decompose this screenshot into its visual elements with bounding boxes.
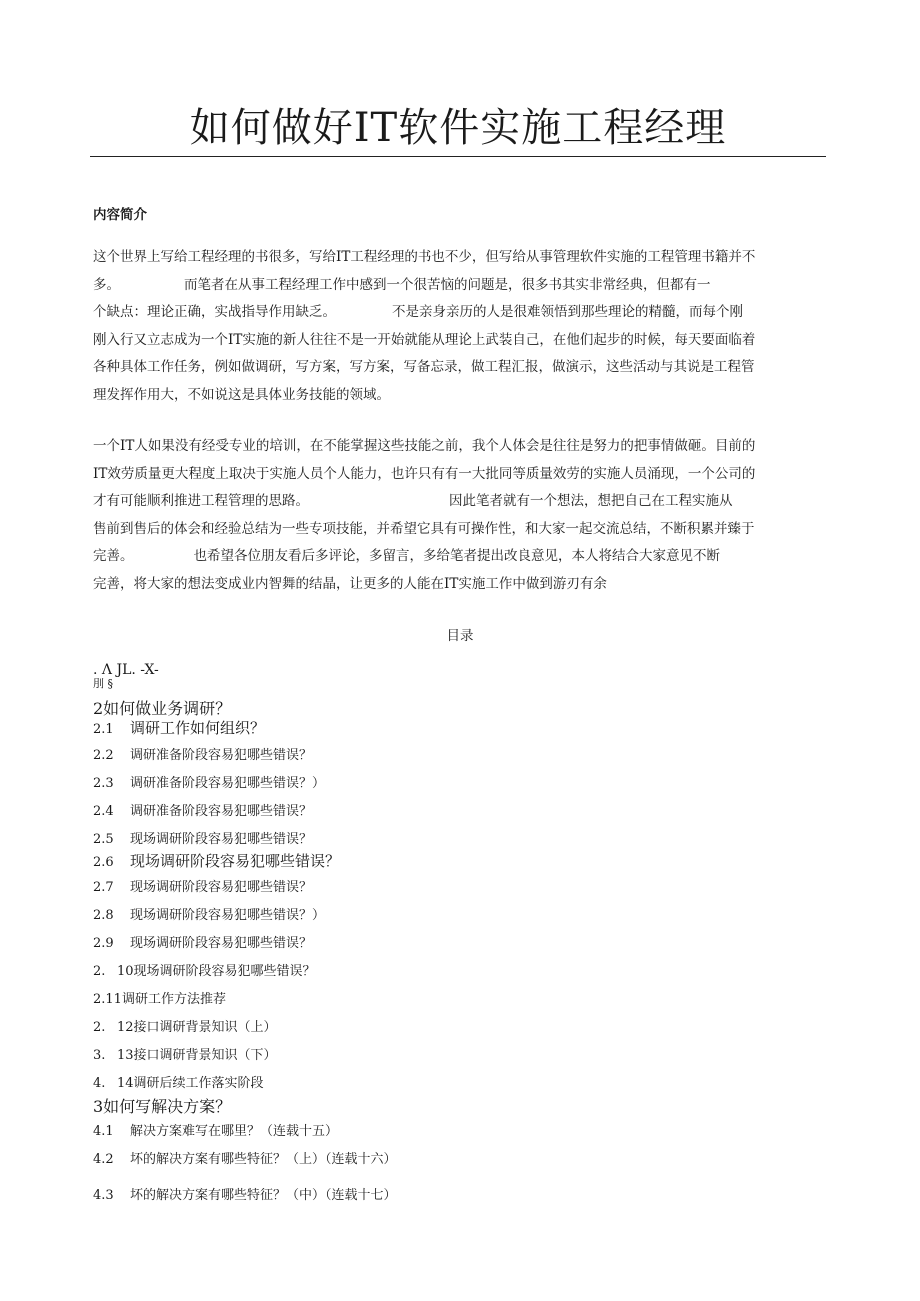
paragraph-line: 个缺点：理论正确，实战指导作用缺乏。 不是亲身亲历的人是很难领悟到那些理论的精髓，而每个刚 bbox=[93, 304, 743, 320]
toc-title: 目录 bbox=[446, 628, 474, 644]
toc-item: 2.2 调研准备阶段容易犯哪些错误？ bbox=[93, 748, 313, 763]
paragraph-line: 才有可能顺利推进工程管理的思路。 因此笔者就有一个想法，想把自己在工程实施从 bbox=[93, 493, 733, 509]
toc-item: 2.3 调研准备阶段容易犯哪些错误？） bbox=[93, 776, 326, 791]
toc-item: 2.11调研工作方法推荐 bbox=[93, 992, 226, 1007]
paragraph-line: IT效劳质量更大程度上取决于实施人员个人能力，也许只有有一大批同等质量效劳的实施人员涌现，一个公司的 bbox=[93, 465, 756, 482]
toc-item: 3如何写解决方案？ bbox=[93, 1097, 232, 1116]
paragraph-line: 完善，将大家的想法变成业内智舞的结晶，让更多的人能在IT实施工作中做到游刃有余 bbox=[93, 575, 607, 592]
toc-item: 2. 12接口调研背景知识（上） bbox=[93, 1020, 277, 1035]
section-heading: 内容简介 bbox=[93, 207, 147, 223]
paragraph-line: 完善。 也希望各位朋友看后多评论，多留言，多给笔者提出改良意见，本人将结合大家意见不断 bbox=[93, 548, 720, 564]
paragraph-line: 多。 而笔者在从事工程经理工作中感到一个很苦恼的问题是，很多书其实非常经典，但都有一 bbox=[93, 276, 711, 293]
toc-item: 2.6 现场调研阶段容易犯哪些错误？ bbox=[93, 852, 341, 870]
toc-item: 2.4 调研准备阶段容易犯哪些错误？ bbox=[93, 804, 313, 819]
toc-item: 2.1 调研工作如何组织？ bbox=[93, 719, 266, 737]
paragraph-line: 理发挥作用大，不如说这是具体业务技能的领域。 bbox=[93, 386, 390, 403]
paragraph-line: 售前到售后的体会和经验总结为一些专项技能，并希望它具有可操作性，和大家一起交流总结，不断积累并臻于 bbox=[93, 520, 755, 537]
toc-item: 2. 10现场调研阶段容易犯哪些错误？ bbox=[93, 964, 316, 979]
paragraph-line: 这个世界上写给工程经理的书很多，写给IT工程经理的书也不少，但写给从事管理软件实施的工程管理书籍并不 bbox=[93, 249, 756, 265]
toc-garbled-text: 刖 § bbox=[93, 677, 113, 690]
toc-item: 3. 13接口调研背景知识（下） bbox=[93, 1048, 277, 1063]
paragraph-line: 刚入行又立志成为一个IT实施的新人往往不是一开始就能从理论上武装自己，在他们起步的时候，每天要面临着 bbox=[93, 331, 756, 348]
toc-item: 2.8 现场调研阶段容易犯哪些错误？） bbox=[93, 908, 326, 923]
paragraph-line: 一个IT人如果没有经受专业的培训，在不能掌握这些技能之前，我个人体会是往往是努力的把事情做砸。目前的 bbox=[93, 438, 756, 454]
intro-paragraph-1 bbox=[93, 244, 823, 409]
document-title: 如何做好IT软件实施工程经理 bbox=[189, 105, 727, 151]
intro-paragraph-2 bbox=[93, 433, 823, 598]
toc-item: 2.9 现场调研阶段容易犯哪些错误？ bbox=[93, 936, 313, 951]
toc-item: 4.2 坏的解决方案有哪些特征？（上）（连载十六） bbox=[93, 1152, 397, 1167]
toc-item: 2.5 现场调研阶段容易犯哪些错误？ bbox=[93, 832, 313, 847]
paragraph-line: 各种具体工作任务，例如做调研，写方案，写方案，写备忘录，做工程汇报，做演示，这些活动与其说是工程管 bbox=[93, 359, 755, 375]
toc-item: 4.1 解决方案难写在哪里？（连载十五） bbox=[93, 1124, 339, 1139]
toc-item: 2如何做业务调研？ bbox=[93, 699, 232, 718]
toc-garbled-text: . Λ JL. -X- bbox=[93, 662, 159, 678]
toc-item: 4. 14调研后续工作落实阶段 bbox=[93, 1076, 264, 1091]
toc-item: 2.7 现场调研阶段容易犯哪些错误？ bbox=[93, 880, 313, 895]
title-underline bbox=[90, 156, 826, 157]
toc-item: 4.3 坏的解决方案有哪些特征？（中）（连载十七） bbox=[93, 1188, 397, 1203]
